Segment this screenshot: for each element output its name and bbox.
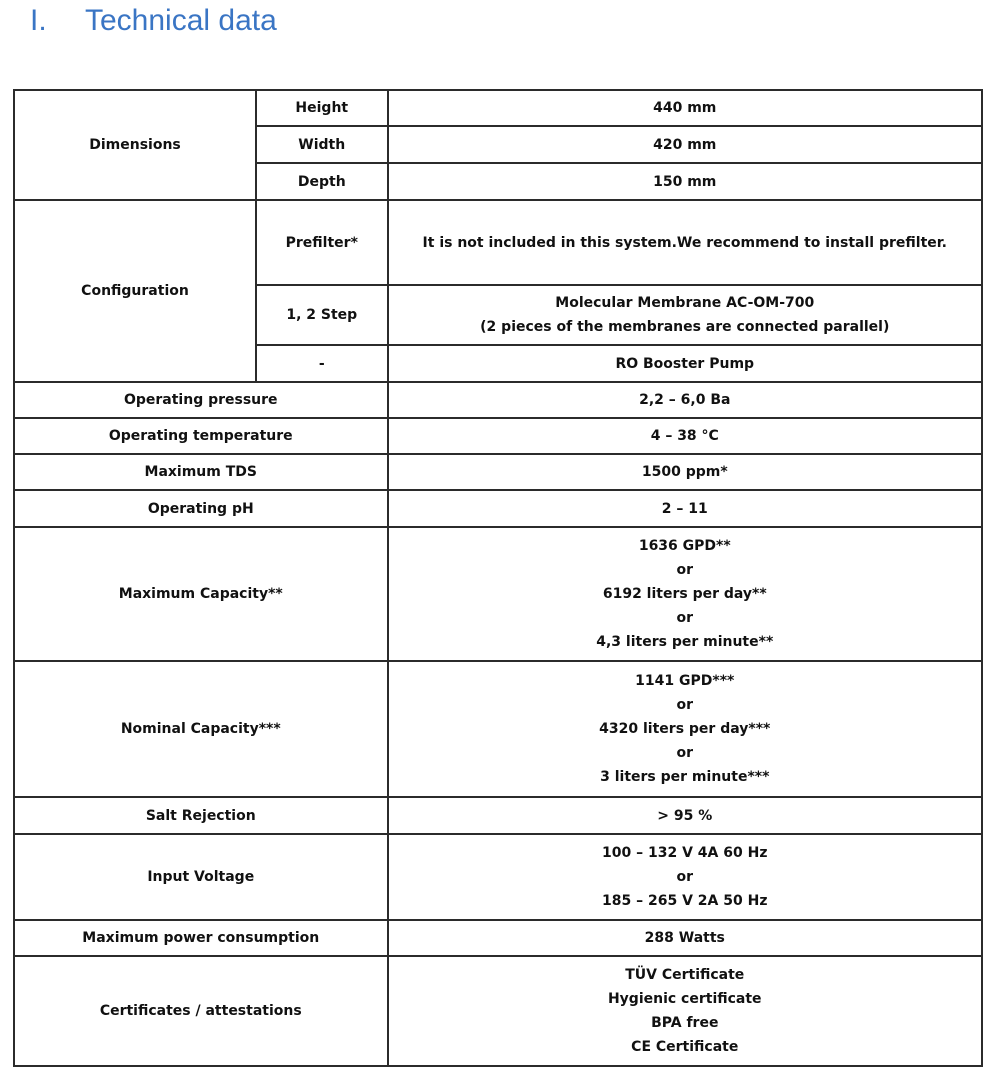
table-row-prefilter: [14, 200, 982, 285]
operating-ph-value: 2 – 11: [388, 490, 982, 527]
depth-value: 150 mm: [388, 163, 982, 200]
table-row-salt-rejection: [14, 797, 982, 834]
maximum-capacity-value: [388, 527, 982, 661]
capacity-line: 4,3 liters per minute**: [596, 634, 774, 650]
step-value: [388, 285, 982, 345]
table-row-maximum-tds: [14, 454, 982, 490]
certificates-label: Certificates / attestations: [14, 956, 388, 1066]
input-voltage-value: [388, 834, 982, 920]
section-title: Technical data: [85, 4, 277, 37]
certificate-line: TÜV Certificate: [625, 967, 745, 983]
table-row-nominal-capacity: [14, 661, 982, 797]
operating-temperature-label: Operating temperature: [14, 418, 388, 454]
section-number: I.: [30, 4, 47, 37]
voltage-line: 185 – 265 V 2A 50 Hz: [602, 893, 768, 909]
voltage-line: 100 – 132 V 4A 60 Hz: [602, 845, 768, 861]
max-power-label: Maximum power consumption: [14, 920, 388, 956]
section-heading: [30, 4, 277, 38]
operating-pressure-label: Operating pressure: [14, 382, 388, 418]
prefilter-label: Prefilter*: [256, 200, 388, 285]
step-value-line: Molecular Membrane AC-OM-700: [555, 295, 815, 311]
height-label: Height: [256, 90, 388, 126]
table-row-operating-temperature: [14, 418, 982, 454]
capacity-line: 1141 GPD***: [635, 673, 735, 689]
capacity-line: 1636 GPD**: [638, 538, 731, 554]
depth-label: Depth: [256, 163, 388, 200]
dimensions-label: Dimensions: [14, 90, 256, 200]
certificate-line: CE Certificate: [631, 1039, 739, 1055]
table-row-maximum-capacity: [14, 527, 982, 661]
table-row-max-power: [14, 920, 982, 956]
maximum-tds-label: Maximum TDS: [14, 454, 388, 490]
maximum-tds-value: 1500 ppm*: [388, 454, 982, 490]
step-label: 1, 2 Step: [256, 285, 388, 345]
nominal-capacity-value: [388, 661, 982, 797]
operating-temperature-value: 4 – 38 °C: [388, 418, 982, 454]
voltage-line: or: [676, 869, 694, 885]
table-row-operating-pressure: [14, 382, 982, 418]
operating-pressure-value: 2,2 – 6,0 Ba: [388, 382, 982, 418]
salt-rejection-value: > 95 %: [388, 797, 982, 834]
operating-ph-label: Operating pH: [14, 490, 388, 527]
capacity-line: or: [676, 562, 694, 578]
step-value-line: (2 pieces of the membranes are connected parallel): [480, 319, 890, 335]
table-row-height: [14, 90, 982, 126]
pump-label: -: [256, 345, 388, 382]
width-label: Width: [256, 126, 388, 163]
width-value: 420 mm: [388, 126, 982, 163]
capacity-line: or: [676, 697, 694, 713]
salt-rejection-label: Salt Rejection: [14, 797, 388, 834]
configuration-label: Configuration: [14, 200, 256, 382]
capacity-line: or: [676, 745, 694, 761]
table-row-operating-ph: [14, 490, 982, 527]
certificate-line: BPA free: [651, 1015, 719, 1031]
capacity-line: 4320 liters per day***: [599, 721, 771, 737]
table-row-certificates: [14, 956, 982, 1066]
table-row-input-voltage: [14, 834, 982, 920]
pump-value: RO Booster Pump: [388, 345, 982, 382]
capacity-line: or: [676, 610, 694, 626]
input-voltage-label: Input Voltage: [14, 834, 388, 920]
nominal-capacity-label: Nominal Capacity***: [14, 661, 388, 797]
capacity-line: 3 liters per minute***: [600, 769, 770, 785]
certificate-line: Hygienic certificate: [607, 991, 762, 1007]
capacity-line: 6192 liters per day**: [602, 586, 767, 602]
height-value: 440 mm: [388, 90, 982, 126]
certificates-value: [388, 956, 982, 1066]
maximum-capacity-label: Maximum Capacity**: [14, 527, 388, 661]
prefilter-value: It is not included in this system.We recommend to install prefilter.: [388, 200, 982, 285]
technical-data-table: [13, 89, 983, 1067]
max-power-value: 288 Watts: [388, 920, 982, 956]
